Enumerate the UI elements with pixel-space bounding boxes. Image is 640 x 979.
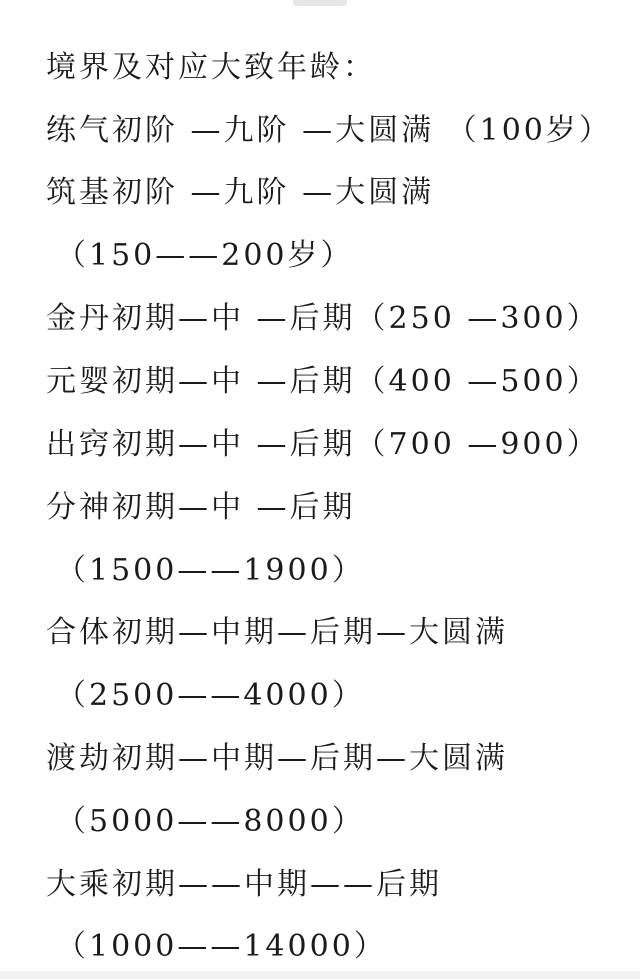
doc-line: （1000——14000）: [56, 929, 387, 964]
doc-line: 筑基初阶 —九阶 —大圆满: [46, 175, 435, 210]
doc-line-heading: 境界及对应大致年龄：: [46, 50, 376, 85]
doc-line: 出窍初期—中 —后期（700 —900）: [46, 427, 600, 462]
doc-line: 练气初阶 —九阶 —大圆满 （100岁）: [46, 113, 612, 148]
bottom-divider: [0, 971, 640, 979]
scroll-handle[interactable]: [293, 0, 347, 6]
doc-line: 合体初期—中期—后期—大圆满: [46, 615, 508, 650]
doc-line: 渡劫初期—中期—后期—大圆满: [46, 741, 508, 776]
doc-line: （1500——1900）: [56, 553, 365, 588]
doc-line: 金丹初期—中 —后期（250 —300）: [46, 301, 600, 336]
doc-line: 元婴初期—中 —后期（400 —500）: [46, 364, 600, 399]
doc-line: （150——200岁）: [56, 238, 354, 273]
doc-line: 大乘初期——中期——后期: [46, 867, 442, 902]
doc-line: （2500——4000）: [56, 678, 365, 713]
doc-line: （5000——8000）: [56, 804, 365, 839]
doc-line: 分神初期—中 —后期: [46, 490, 356, 525]
